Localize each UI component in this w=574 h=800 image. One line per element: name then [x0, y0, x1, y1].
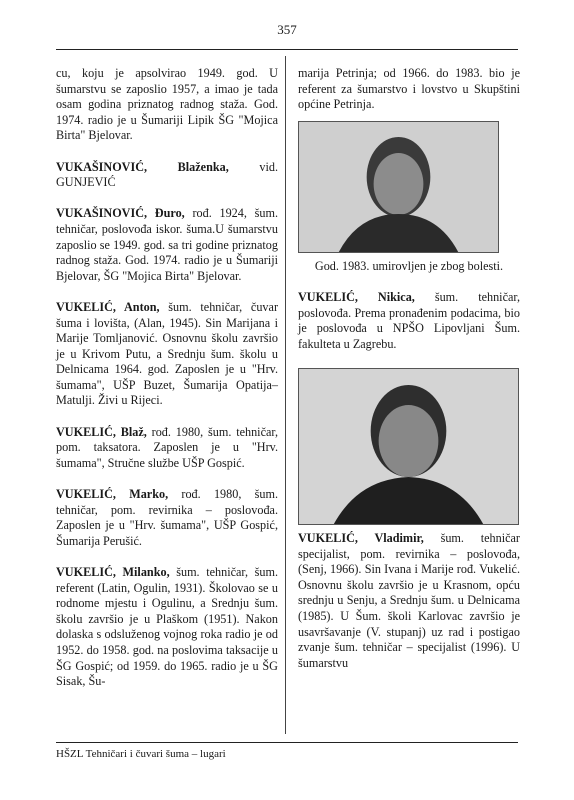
entry-vukelic-blaz: [56, 425, 278, 472]
photo-caption: God. 1983. umirovljen je zbog bolesti.: [314, 258, 504, 273]
portrait-photo-vladimir: [298, 368, 519, 525]
page-number: 357: [277, 22, 297, 37]
column-divider: [285, 56, 286, 734]
entry-vukelic-milanko: [56, 565, 278, 690]
entry-vukelic-anton: [56, 300, 278, 409]
left-column: [56, 66, 278, 705]
right-column: [298, 66, 520, 687]
entry-text: rođ. 1980, šum. tehničar, pom. revirnika – poslovođa. Zaposlen je u "Hrv. šumama", UŠP Gospić, Šumarija Perušić.: [56, 487, 278, 548]
portrait-photo-milanko: [298, 121, 499, 253]
entry-text: šum. tehničar, poslovođa. Prema pronađenim podacima, bio je poslovođa u NPŠO Lipovljani Šum. fakulteta u Zagrebu.: [298, 289, 521, 351]
entry-name: VUKELIĆ, Milanko,: [56, 565, 170, 579]
entry-vukasinovic-duro: [56, 206, 278, 284]
entry-name: VUKAŠINOVIĆ, Blaženka,: [56, 159, 229, 174]
entry-text: šum. tehničar, šum. referent (Latin, Ogulin, 1931). Školovao se u rodnome mjestu i Ogulinu, a Srednju šum. školu završio je u Plaškom (1951). Nakon dolaska s odsluženog vojnog roka radio je od 1952. do 1958. god. na poslovima taksacije u ŠG Gospić; od 1959. do 1965. radio je u ŠG Sisak, Šu-: [56, 565, 278, 689]
header-rule: [56, 49, 518, 50]
entry-vukelic-marko: [56, 487, 278, 549]
entry-name: VUKELIĆ, Vladimir,: [298, 530, 424, 545]
portrait-silhouette: [299, 122, 498, 252]
entry-vukelic-nikica: [298, 290, 520, 352]
entry-text: rođ. 1980, šum. tehničar, pom. taksatora. Zaposlen je u "Hrv. šumama", Stručne službe UŠP Gospić.: [56, 424, 278, 470]
entry-name: VUKELIĆ, Blaž,: [56, 424, 147, 439]
entry-text: vid. GUNJEVIĆ: [56, 159, 278, 190]
continuation-text: marija Petrinja; od 1966. do 1983. bio je referent za šumarstvo i lovstvo u Skupštini općine Petrinja.: [298, 66, 520, 112]
entry-name: VUKELIĆ, Nikica,: [298, 289, 415, 304]
entry-name: VUKELIĆ, Anton,: [56, 299, 160, 314]
entry-vukelic-vladimir: [298, 531, 520, 671]
entry-text: rođ. 1924, šum. tehničar, poslovođa iskor. šuma.U šumarstvu zaposlio se 1949. god. sa tri godine priznatog radnog staža. God. 1974. radio je u Šumariji Bjelovar, ŠG "Mojica Birta" Bjelovar.: [56, 206, 278, 283]
portrait-silhouette: [299, 369, 518, 524]
entry-name: VUKAŠINOVIĆ, Đuro,: [56, 206, 185, 221]
entry-vukasinovic-blazenka: [56, 160, 278, 191]
footer-text: HŠZL Tehničari i čuvari šuma – lugari: [56, 748, 226, 760]
entry-name: VUKELIĆ, Marko,: [56, 487, 169, 502]
continuation-text: cu, koju je apsolvirao 1949. god. U šumarstvu se zaposlio 1957, a imao je tada osam godina priznatog radnog staža. God. 1974. radio je u Šumariji Lipik ŠG "Mojica Birta" Bjelovar.: [56, 66, 278, 143]
entry-text: šum. tehničar specijalist, pom. revirnika – poslovođa, (Senj, 1966). Sin Ivana i Marije rođ. Vukelić. Osnovnu školu završio je u Krasnom, opću srednju u Senju, a Srednju šum. u Delnicama (1985). U Šum. školi Karlovac završio je usavršavanje (V. stupanj) uz rad i postigao zvanje šum. tehničar – specijalist (1996). U šumarstvu: [298, 530, 520, 670]
footer-rule: [56, 742, 518, 743]
entry-text: šum. tehničar, čuvar šuma i lovišta, (Alan, 1945). Sin Marijana i Marije Tomljanović. Osnovnu školu završio je u Krivom Putu, a Srednju šum. školu u Delnicama 1964. god. Zaposlen je u "Hrv. šumama", UŠP Buzet, Šumarija Opatija–Matulji. Živi u Rijeci.: [56, 299, 278, 408]
